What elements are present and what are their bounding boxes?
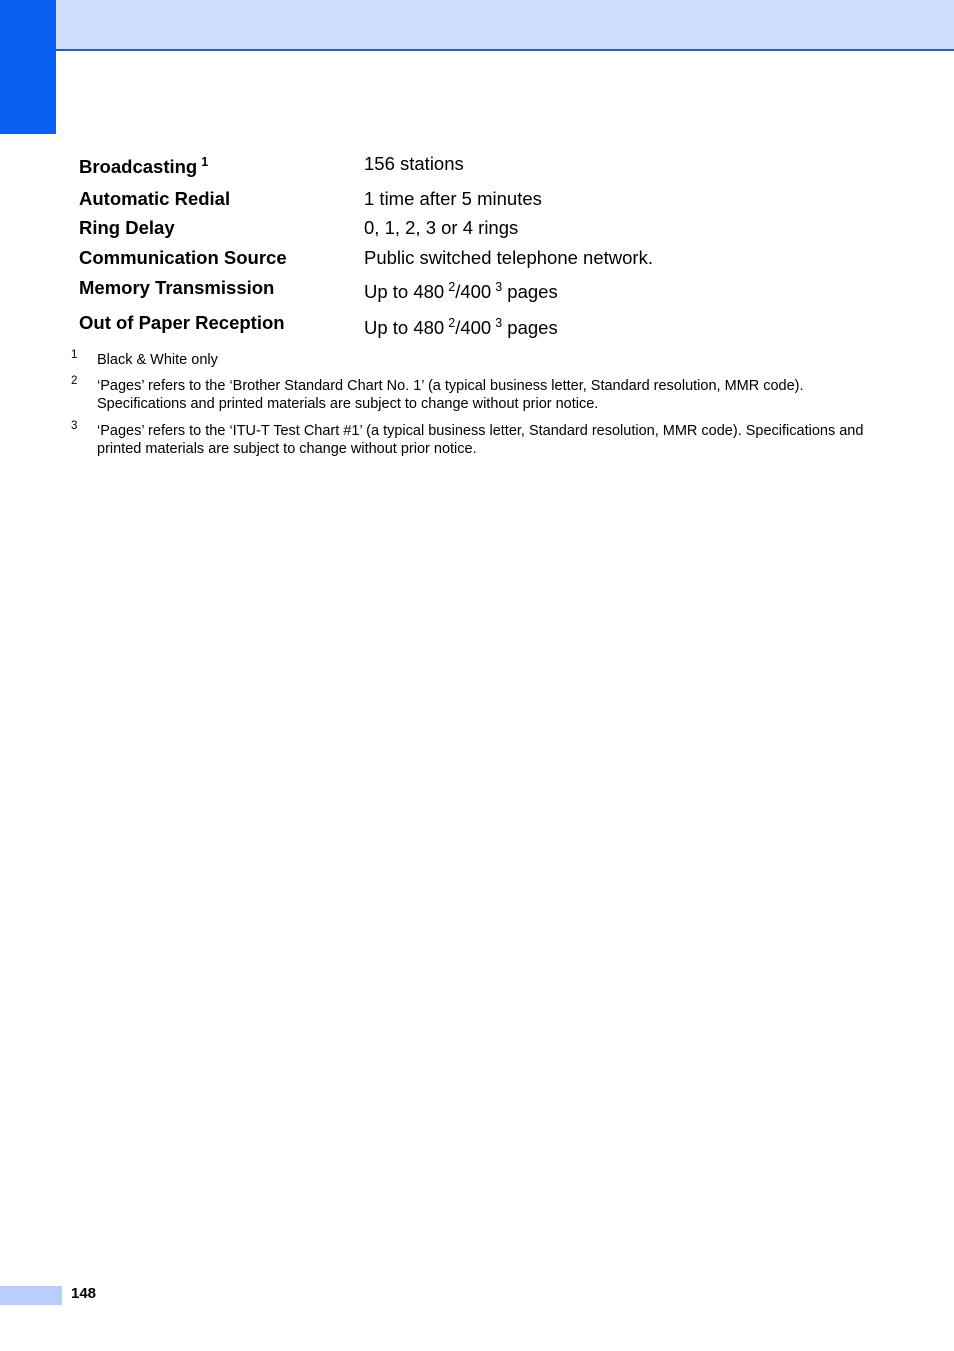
page-number-band bbox=[0, 1286, 62, 1305]
spec-value: 0, 1, 2, 3 or 4 rings bbox=[364, 217, 519, 238]
footnote-text: ‘Pages’ refers to the ‘Brother Standard Chart No. 1’ (a typical business letter, Standard resolution, MMR code). Specifications and printed materials are subject to change without prior notice. bbox=[97, 378, 804, 412]
footnote-ref: 2 bbox=[448, 280, 456, 294]
spec-value: Up to 480 $^2$/400 $^3$ pages bbox=[364, 316, 558, 338]
footnote-number: 2 bbox=[71, 375, 78, 387]
spec-label: Out of Paper Reception bbox=[79, 312, 285, 333]
footnote-number: 3 bbox=[71, 420, 78, 432]
footnote-ref: 2 bbox=[448, 316, 456, 330]
footnote-text: Black & White only bbox=[97, 352, 218, 368]
spec-value: 1 time after 5 minutes bbox=[364, 188, 542, 209]
footnote-number: 1 bbox=[71, 349, 78, 361]
spec-value: Up to 480 $^2$/400 $^3$ pages bbox=[364, 280, 558, 302]
spec-label: Memory Transmission bbox=[79, 277, 275, 298]
spec-value: 156 stations bbox=[364, 153, 464, 174]
spec-value: Public switched telephone network. bbox=[364, 247, 653, 268]
spec-label: Communication Source bbox=[79, 247, 287, 268]
header-band bbox=[0, 0, 954, 51]
spec-label: Automatic Redial bbox=[79, 188, 231, 209]
page-number: 148 bbox=[71, 1285, 97, 1302]
footnote-ref: 3 bbox=[495, 280, 503, 294]
footnote-ref: 3 bbox=[495, 316, 503, 330]
footnote-ref: 1 bbox=[201, 155, 209, 169]
chapter-tab bbox=[0, 0, 56, 134]
footnote-text: ‘Pages’ refers to the ‘ITU-T Test Chart #1’ (a typical business letter, Standard resolution, MMR code). Specifications and printed materials are subject to change without prior notice. bbox=[97, 423, 864, 457]
spec-label: Broadcasting $^1$ bbox=[79, 155, 209, 177]
spec-label: Ring Delay bbox=[79, 217, 175, 238]
